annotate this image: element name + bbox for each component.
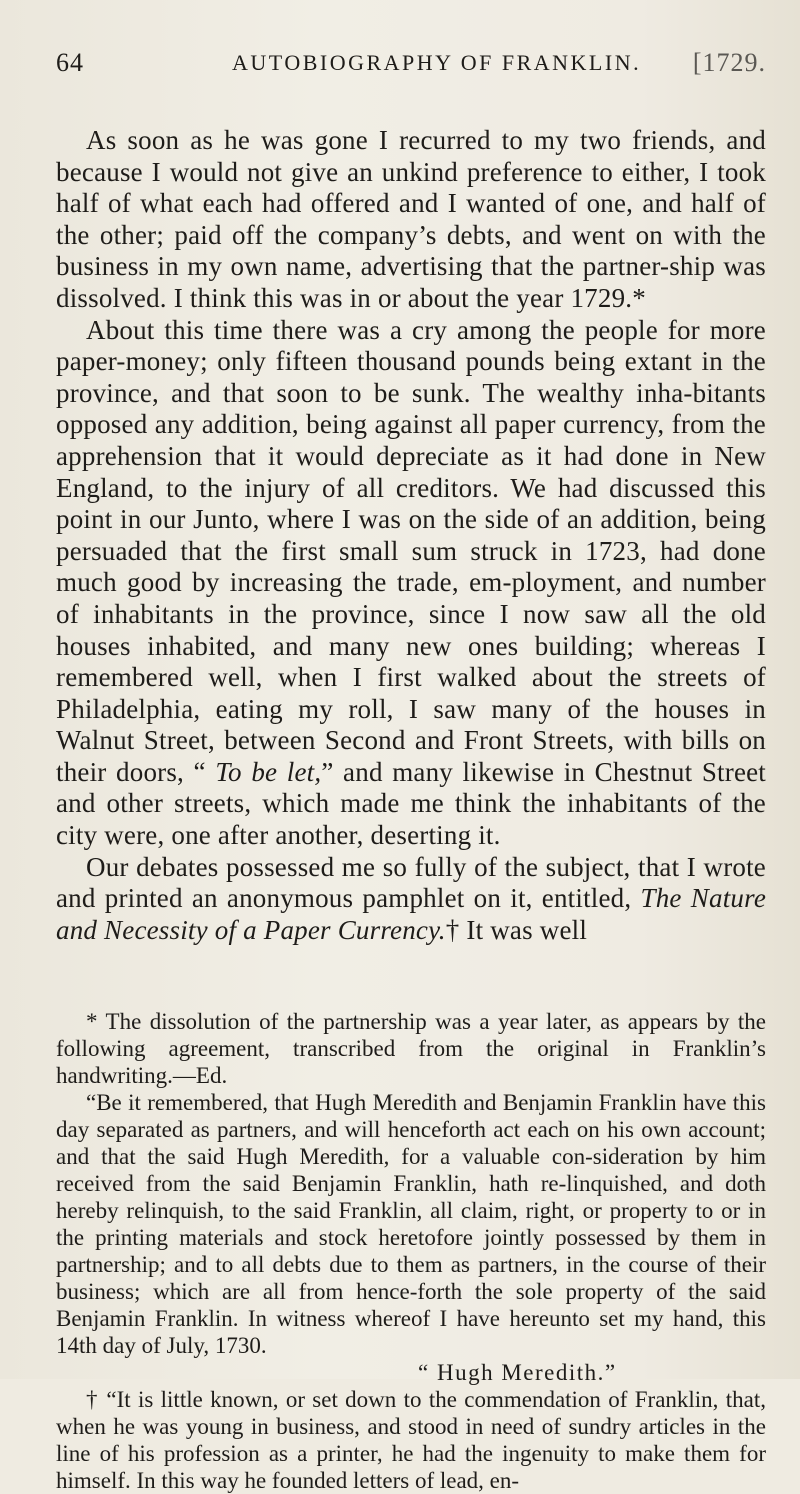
paragraph [56, 315, 766, 852]
paragraph-text: Our debates possessed me so fully of the subject, that I wrote and printed an anonymous pamphlet on it, entitled, [56, 851, 766, 914]
footnote: “Be it remembered, that Hugh Meredith and Benjamin Franklin have this day separated as partners, and will henceforth act each on his own account; and that the said Hugh Meredith, for a valuable con-sideration by him received from the said Benjamin Franklin, hath re-linquished, and doth hereby relinquish, to the said Franklin, all claim, right, or property to or in the printing materials and stock heretofore jointly possessed by them in partnership; and to all debts due to them as partners, in the course of their business; which are all from hence-forth the sole property of the said Benjamin Franklin. In witness whereof I have hereunto set my hand, this 14th day of July, 1730. [56, 1090, 766, 1359]
header-year: [1729. [692, 48, 766, 77]
running-head: AUTOBIOGRAPHY OF FRANKLIN. [232, 50, 642, 75]
main-text [56, 125, 766, 946]
pamphlet-title: The Nature and Necessity of a Paper Currency. [56, 883, 767, 945]
footnote: * The dissolution of the partnership was a year later, as appears by the following agreement, transcribed from the original in Franklin’s handwriting.—Ed. [56, 1009, 766, 1089]
paragraph-text: About this time there was a cry among the people for more paper-money; only fifteen thousand pounds being extant in the province, and that soon to be sunk. The wealthy inha-bitants opposed any addition, being against all paper currency, from the apprehension that it would depreciate as it had done in New England, to the injury of all creditors. We had discussed this point in our Junto, where I was on the side of an addition, being persuaded that the first small sum struck in 1723, had done much good by increasing the trade, em-ployment, and number of inhabitants in the province, since I now saw all the old houses inhabited, and many new ones building; whereas I remembered well, when I first walked about the streets of Philadelphia, eating my roll, I saw many of the houses in Walnut Street, between Second and Front Streets, with bills on their doors, “ [56, 314, 766, 787]
paragraph [56, 125, 766, 315]
paragraph-text: As soon as he was gone I recurred to my two friends, and because I would not give an unkind preference to either, I took half of what each had offered and I wanted of one, and half of the other; paid off the company’s debts, and went on with the business in my own name, advertising that the partner-ship was dissolved. I think this was in or about the year 1729.* [56, 125, 766, 313]
footnotes [56, 1008, 766, 1494]
paragraph [56, 852, 766, 947]
paragraph-text: † It was well [445, 914, 588, 945]
footnote: † “It is little known, or set down to the commendation of Franklin, that, when he was young in business, and stood in need of sundry articles in the line of his profession as a printer, he had the ingenuity to make them for himself. In this way he founded letters of lead, en- [56, 1387, 766, 1494]
page-header [56, 48, 766, 88]
paragraph-text: ” and many likewise in Chestnut Street and other streets, which made me think the inhabitants of the city were, one after another, deserting it. [56, 756, 767, 851]
footnote-signature: “ Hugh Meredith.” [418, 1360, 617, 1386]
page-number: 64 [56, 48, 84, 77]
body-text [56, 125, 766, 1494]
italic-phrase: To be let, [215, 756, 322, 787]
